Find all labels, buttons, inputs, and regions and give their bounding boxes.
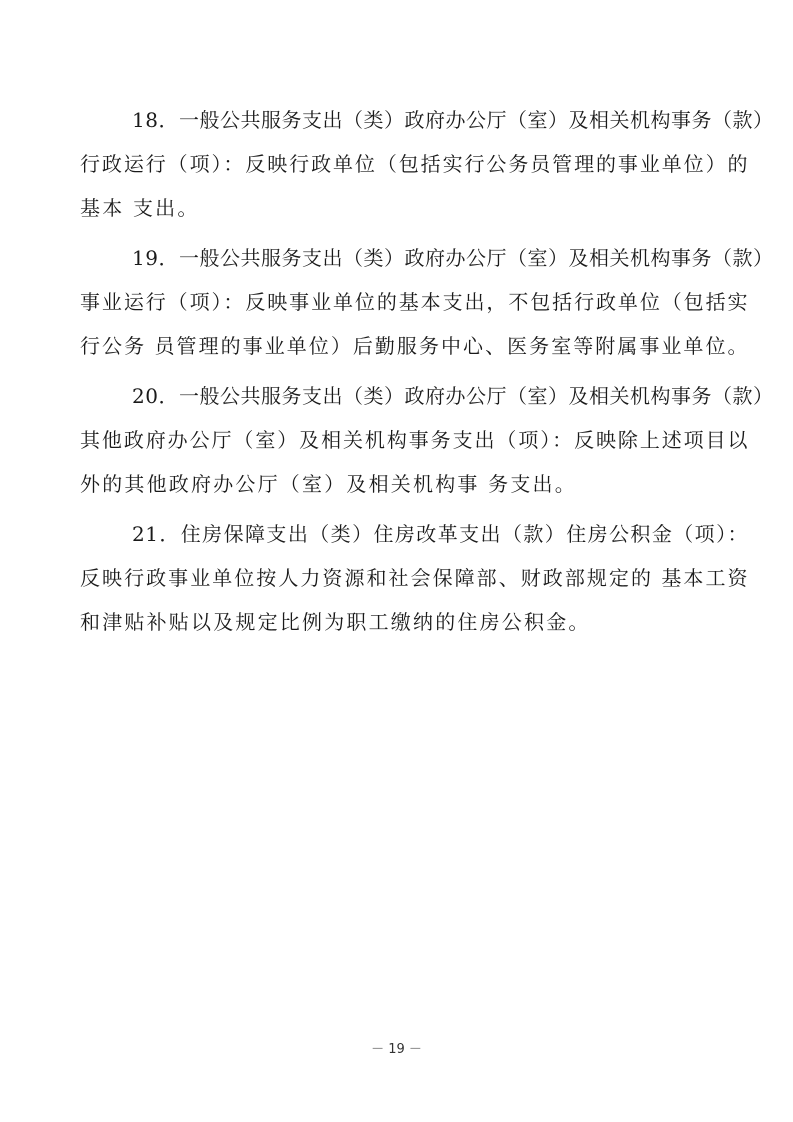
paragraph-19 (80, 236, 774, 368)
paragraph-line: 18．一般公共服务支出（类）政府办公厅（室）及相关机构事务（款） (132, 108, 774, 132)
paragraph-20 (80, 374, 774, 506)
paragraph-line: 和津贴补贴以及规定比例为职工缴纳的住房公积金。 (80, 610, 591, 634)
paragraph-line: 反映行政事业单位按人力资源和社会保障部、财政部规定的 基本工资 (80, 566, 748, 590)
document-body (80, 98, 774, 650)
paragraph-line: 基本 支出。 (80, 196, 200, 220)
paragraph-line: 20．一般公共服务支出（类）政府办公厅（室）及相关机构事务（款） (132, 384, 774, 408)
page-number: － 19 － (371, 1042, 422, 1057)
paragraph-line: 事业运行（项）：反映事业单位的基本支出，不包括行政单位（包括实 (80, 290, 748, 314)
paragraph-18 (80, 98, 774, 230)
paragraph-line: 外的其他政府办公厅（室）及相关机构事 务支出。 (80, 472, 577, 496)
paragraph-line: 其他政府办公厅（室）及相关机构事务支出（项）：反映除上述项目以 (80, 428, 748, 452)
paragraph-21 (80, 512, 748, 644)
paragraph-line: 21．住房保障支出（类）住房改革支出（款）住房公积金（项）： (132, 522, 748, 546)
paragraph-line: 19．一般公共服务支出（类）政府办公厅（室）及相关机构事务（款） (132, 246, 774, 270)
paragraph-line: 行公务 员管理的事业单位）后勤服务中心、医务室等附属事业单位。 (80, 334, 748, 358)
paragraph-line: 行政运行（项）：反映行政单位（包括实行公务员管理的事业单位）的 (80, 152, 748, 176)
